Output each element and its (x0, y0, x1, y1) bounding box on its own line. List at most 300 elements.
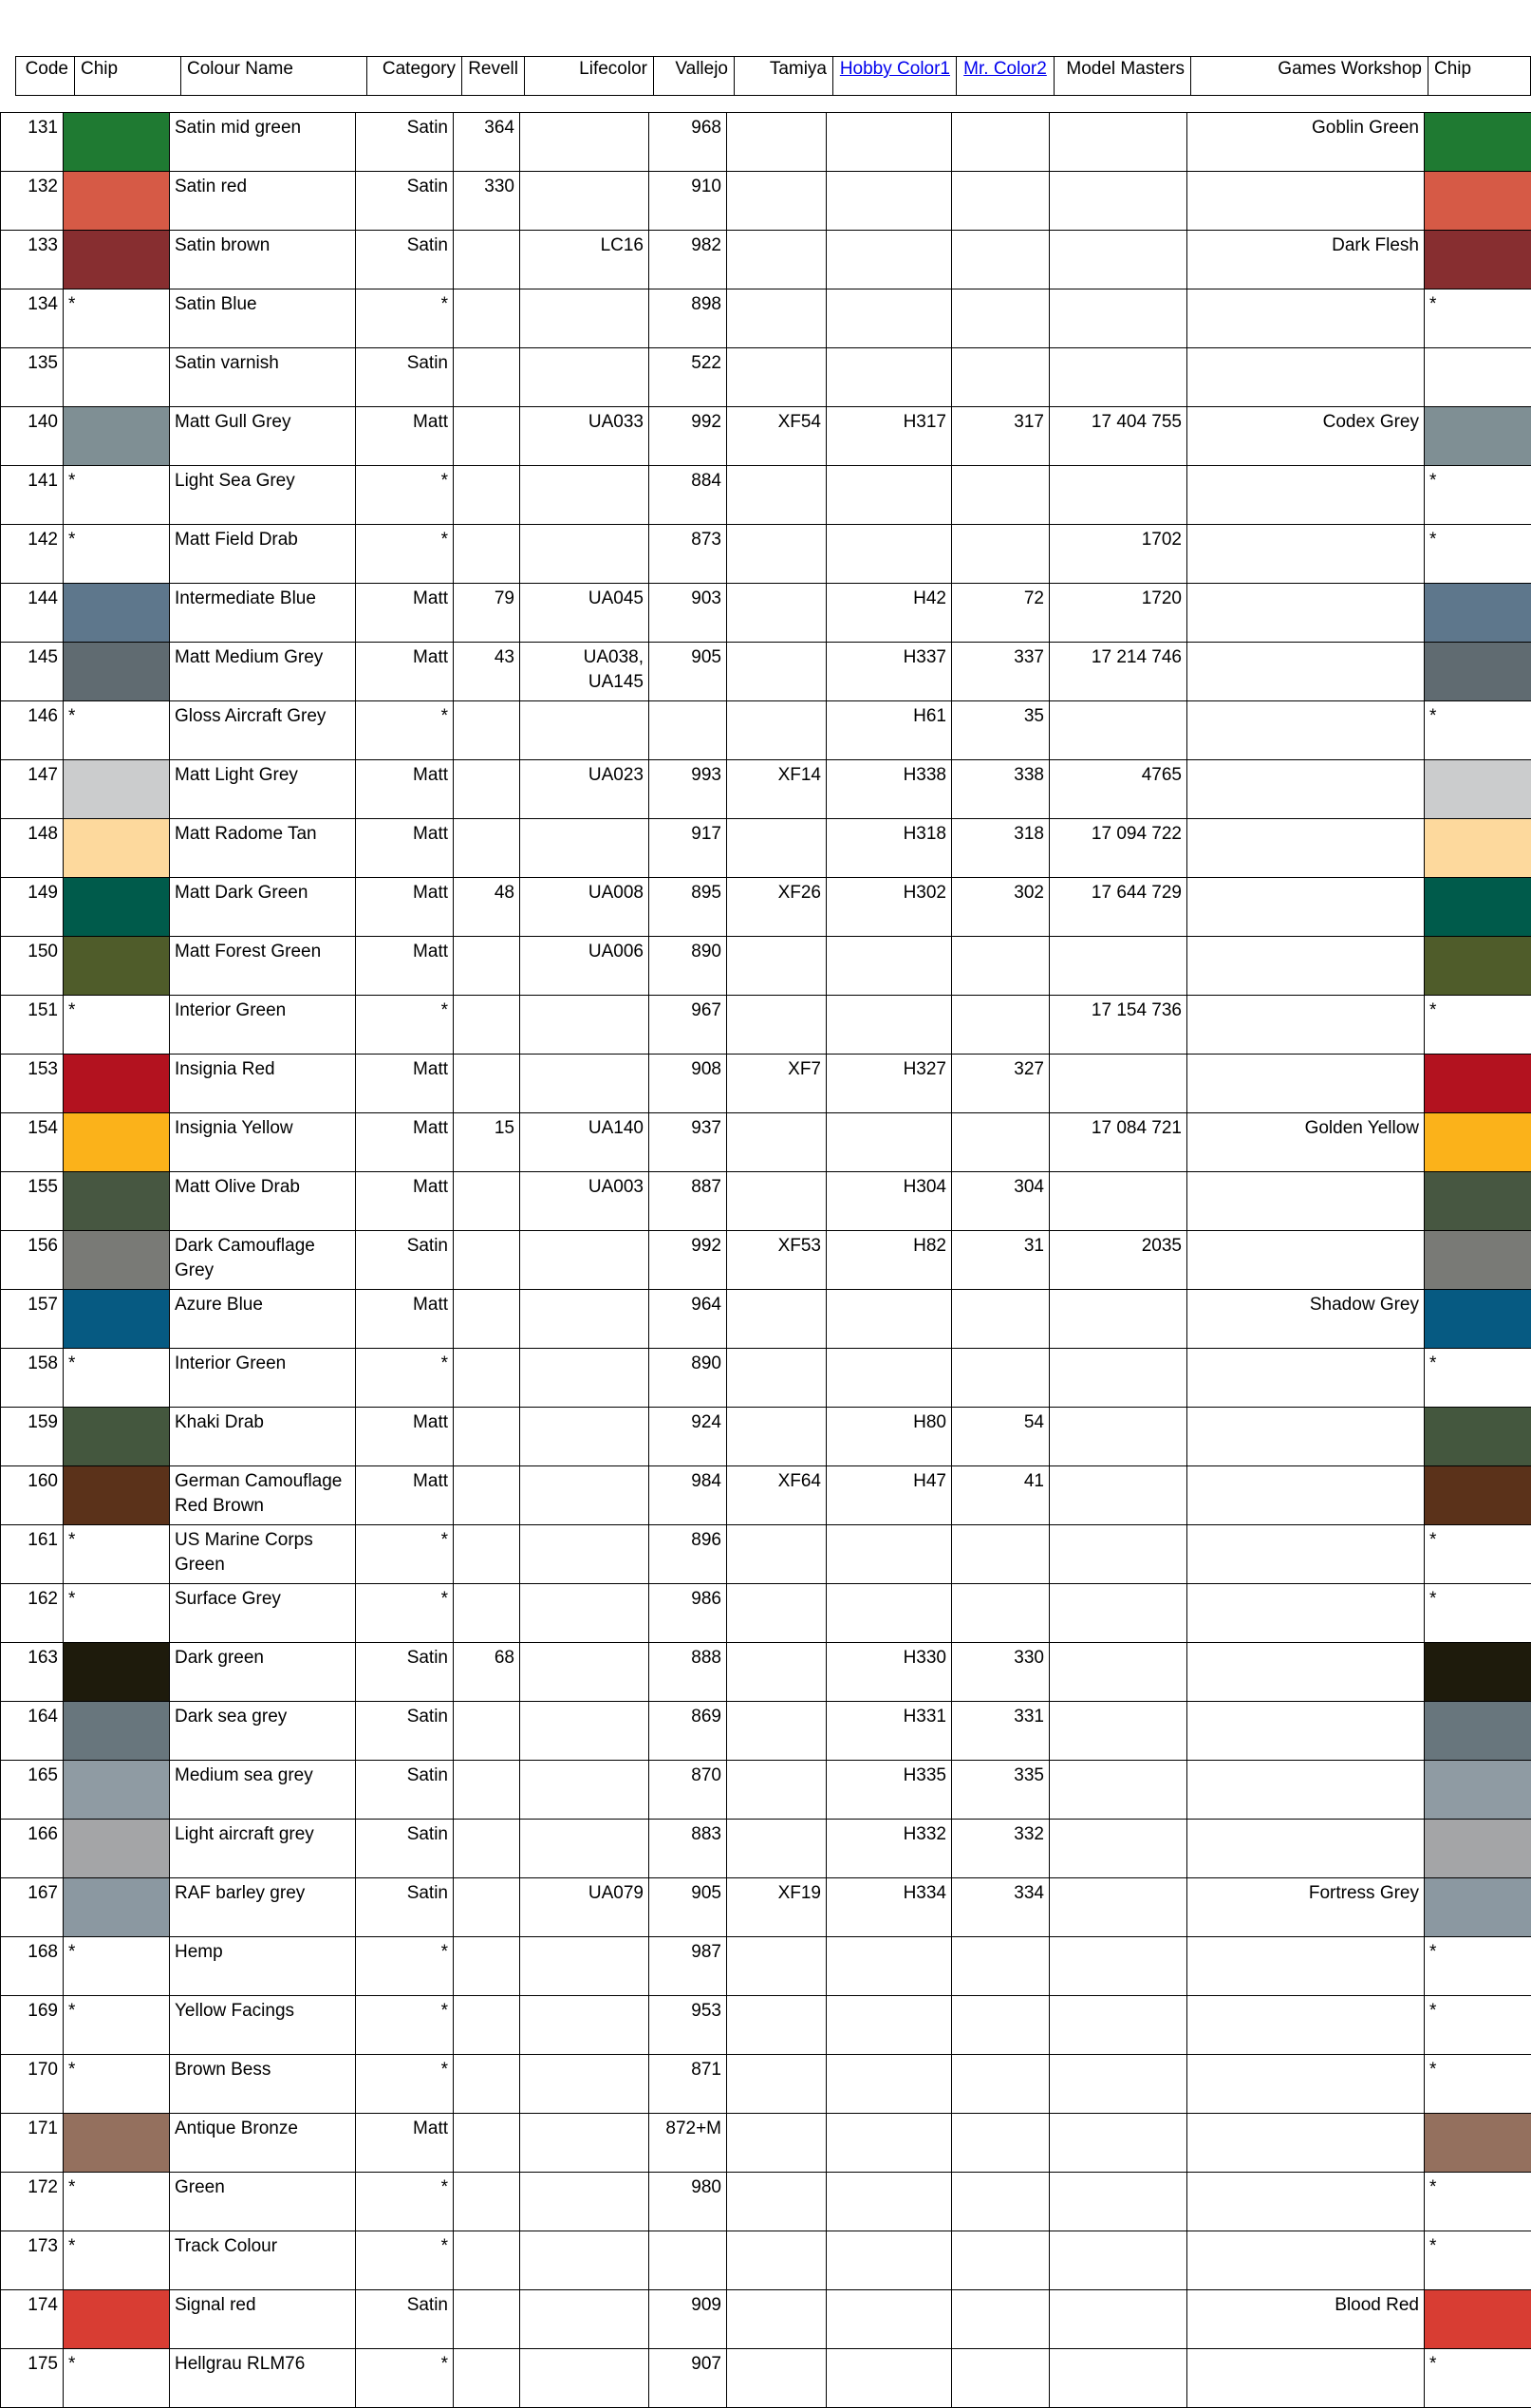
model-masters-cell (1050, 2231, 1187, 2290)
revell-cell (454, 1820, 520, 1878)
games-workshop-cell (1187, 878, 1425, 937)
colour-name-cell: Matt Light Grey (170, 760, 356, 819)
code-cell: 153 (1, 1055, 64, 1113)
header-chip-left: Chip (75, 57, 181, 96)
games-workshop-cell (1187, 1643, 1425, 1702)
chip-left (64, 1761, 170, 1820)
vallejo-cell: 917 (649, 819, 727, 878)
colour-name-cell: Yellow Facings (170, 1996, 356, 2055)
model-masters-cell (1050, 1820, 1187, 1878)
vallejo-cell: 873 (649, 525, 727, 584)
table-row (1, 2173, 1531, 2231)
games-workshop-cell (1187, 1172, 1425, 1231)
table-row (1, 1878, 1531, 1937)
code-cell: 147 (1, 760, 64, 819)
vallejo-cell: 870 (649, 1761, 727, 1820)
chip-right (1425, 1113, 1531, 1172)
lifecolor-cell (520, 1408, 649, 1466)
revell-cell (454, 701, 520, 760)
table-row (1, 1172, 1531, 1231)
hobby-color-cell (827, 466, 952, 525)
colour-name-cell: Green (170, 2173, 356, 2231)
table-row (1, 1584, 1531, 1643)
hobby-color-cell: H318 (827, 819, 952, 878)
model-masters-cell: 1720 (1050, 584, 1187, 643)
mr-color-cell: 334 (952, 1878, 1050, 1937)
lifecolor-cell: UA003 (520, 1172, 649, 1231)
model-masters-cell: 17 214 746 (1050, 643, 1187, 701)
tamiya-cell (727, 1525, 827, 1584)
model-masters-cell (1050, 466, 1187, 525)
chip-right (1425, 1878, 1531, 1937)
lifecolor-cell: UA006 (520, 937, 649, 996)
code-cell: 132 (1, 172, 64, 231)
games-workshop-cell (1187, 701, 1425, 760)
chip-left (64, 643, 170, 701)
chip-left (64, 1290, 170, 1349)
header-mr-color (957, 57, 1055, 96)
vallejo-cell: 909 (649, 2290, 727, 2349)
header-chip-right: Chip (1428, 57, 1531, 96)
chip-left: * (64, 701, 170, 760)
tamiya-cell (727, 466, 827, 525)
code-cell: 173 (1, 2231, 64, 2290)
code-cell: 166 (1, 1820, 64, 1878)
model-masters-cell (1050, 2173, 1187, 2231)
chip-right: * (1425, 2173, 1531, 2231)
chip-left: * (64, 1584, 170, 1643)
tamiya-cell: XF14 (727, 760, 827, 819)
table-row (1, 760, 1531, 819)
table-row (1, 1113, 1531, 1172)
mr-color-cell (952, 113, 1050, 172)
model-masters-cell (1050, 1172, 1187, 1231)
vallejo-cell: 887 (649, 1172, 727, 1231)
tamiya-cell (727, 1290, 827, 1349)
chip-left (64, 1055, 170, 1113)
tamiya-cell (727, 2114, 827, 2173)
lifecolor-cell (520, 348, 649, 407)
model-masters-cell (1050, 2055, 1187, 2114)
games-workshop-cell (1187, 584, 1425, 643)
revell-cell (454, 819, 520, 878)
colour-name-cell: Light Sea Grey (170, 466, 356, 525)
vallejo-cell: 871 (649, 2055, 727, 2114)
games-workshop-cell (1187, 937, 1425, 996)
category-cell: Satin (356, 348, 454, 407)
colour-name-cell: Track Colour (170, 2231, 356, 2290)
vallejo-cell: 992 (649, 407, 727, 466)
mr-color-cell (952, 348, 1050, 407)
model-masters-cell: 17 154 736 (1050, 996, 1187, 1055)
revell-cell (454, 1290, 520, 1349)
games-workshop-cell (1187, 2231, 1425, 2290)
category-cell: Matt (356, 878, 454, 937)
chip-right (1425, 2114, 1531, 2173)
colour-name-cell: Matt Field Drab (170, 525, 356, 584)
mr-color-cell (952, 172, 1050, 231)
table-row (1, 466, 1531, 525)
games-workshop-cell (1187, 525, 1425, 584)
chip-left (64, 2114, 170, 2173)
model-masters-cell (1050, 113, 1187, 172)
hobby-color-cell: H330 (827, 1643, 952, 1702)
model-masters-cell (1050, 937, 1187, 996)
mr-color-cell (952, 2290, 1050, 2349)
table-row (1, 701, 1531, 760)
games-workshop-cell: Blood Red (1187, 2290, 1425, 2349)
lifecolor-cell: UA023 (520, 760, 649, 819)
games-workshop-cell (1187, 348, 1425, 407)
mr-color-cell: 54 (952, 1408, 1050, 1466)
vallejo-cell: 993 (649, 760, 727, 819)
vallejo-cell: 984 (649, 1466, 727, 1525)
games-workshop-cell (1187, 1466, 1425, 1525)
lifecolor-cell (520, 2231, 649, 2290)
model-masters-cell (1050, 1643, 1187, 1702)
code-cell: 159 (1, 1408, 64, 1466)
vallejo-cell: 884 (649, 466, 727, 525)
category-cell: * (356, 2231, 454, 2290)
chip-right: * (1425, 1349, 1531, 1408)
paint-table (0, 112, 1531, 2408)
table-row (1, 1820, 1531, 1878)
model-masters-cell (1050, 1878, 1187, 1937)
mr-color-cell (952, 2349, 1050, 2408)
hobby-color-cell (827, 525, 952, 584)
tamiya-cell (727, 819, 827, 878)
chip-right (1425, 231, 1531, 289)
tamiya-cell (727, 231, 827, 289)
chip-right (1425, 819, 1531, 878)
revell-cell (454, 760, 520, 819)
tamiya-cell (727, 1937, 827, 1996)
lifecolor-cell (520, 2055, 649, 2114)
model-masters-cell (1050, 1349, 1187, 1408)
games-workshop-cell: Goblin Green (1187, 113, 1425, 172)
colour-name-cell: Dark sea grey (170, 1702, 356, 1761)
colour-name-cell: Matt Forest Green (170, 937, 356, 996)
colour-name-cell: Satin brown (170, 231, 356, 289)
hobby-color-cell (827, 113, 952, 172)
code-cell: 134 (1, 289, 64, 348)
mr-color-cell (952, 937, 1050, 996)
header-category: Category (367, 57, 462, 96)
chip-right (1425, 348, 1531, 407)
revell-cell (454, 2173, 520, 2231)
hobby-color-cell: H317 (827, 407, 952, 466)
chip-left: * (64, 2055, 170, 2114)
chip-right (1425, 760, 1531, 819)
tamiya-cell (727, 1761, 827, 1820)
revell-cell: 68 (454, 1643, 520, 1702)
model-masters-cell (1050, 1525, 1187, 1584)
vallejo-cell: 905 (649, 1878, 727, 1937)
table-row (1, 1525, 1531, 1584)
revell-cell (454, 1937, 520, 1996)
hobby-color-cell (827, 348, 952, 407)
colour-name-cell: Insignia Yellow (170, 1113, 356, 1172)
revell-cell (454, 1584, 520, 1643)
code-cell: 175 (1, 2349, 64, 2408)
lifecolor-cell (520, 2349, 649, 2408)
hobby-color-cell (827, 2055, 952, 2114)
chip-right: * (1425, 2055, 1531, 2114)
games-workshop-cell (1187, 1231, 1425, 1290)
chip-right (1425, 1761, 1531, 1820)
table-row (1, 996, 1531, 1055)
vallejo-cell: 890 (649, 1349, 727, 1408)
lifecolor-cell (520, 1937, 649, 1996)
colour-name-cell: Azure Blue (170, 1290, 356, 1349)
table-row (1, 584, 1531, 643)
model-masters-cell (1050, 289, 1187, 348)
hobby-color-cell: H327 (827, 1055, 952, 1113)
vallejo-cell: 522 (649, 348, 727, 407)
colour-name-cell: Interior Green (170, 996, 356, 1055)
code-cell: 149 (1, 878, 64, 937)
hobby-color-cell (827, 2173, 952, 2231)
code-cell: 161 (1, 1525, 64, 1584)
revell-cell (454, 1408, 520, 1466)
model-masters-cell (1050, 1937, 1187, 1996)
games-workshop-cell (1187, 1584, 1425, 1643)
table-row (1, 2055, 1531, 2114)
tamiya-cell (727, 2349, 827, 2408)
games-workshop-cell (1187, 289, 1425, 348)
tamiya-cell (727, 643, 827, 701)
tamiya-cell (727, 2055, 827, 2114)
chip-left (64, 1878, 170, 1937)
code-cell: 133 (1, 231, 64, 289)
revell-cell (454, 1702, 520, 1761)
lifecolor-cell (520, 1466, 649, 1525)
colour-name-cell: US Marine Corps Green (170, 1525, 356, 1584)
lifecolor-cell (520, 1643, 649, 1702)
hobby-color-cell (827, 1290, 952, 1349)
lifecolor-cell (520, 172, 649, 231)
mr-color-cell (952, 525, 1050, 584)
table-row (1, 878, 1531, 937)
header-vallejo: Vallejo (654, 57, 735, 96)
category-cell: * (356, 701, 454, 760)
tamiya-cell (727, 1820, 827, 1878)
chip-left: * (64, 2231, 170, 2290)
lifecolor-cell (520, 1761, 649, 1820)
games-workshop-cell: Shadow Grey (1187, 1290, 1425, 1349)
vallejo-cell: 905 (649, 643, 727, 701)
colour-name-cell: Hellgrau RLM76 (170, 2349, 356, 2408)
chip-left (64, 407, 170, 466)
table-row (1, 1643, 1531, 1702)
model-masters-cell (1050, 1466, 1187, 1525)
code-cell: 174 (1, 2290, 64, 2349)
tamiya-cell: XF64 (727, 1466, 827, 1525)
mr-color-cell: 31 (952, 1231, 1050, 1290)
code-cell: 131 (1, 113, 64, 172)
chip-right (1425, 937, 1531, 996)
model-masters-cell: 17 404 755 (1050, 407, 1187, 466)
mr-color-cell: 35 (952, 701, 1050, 760)
chip-left: * (64, 2173, 170, 2231)
mr-color-cell (952, 1290, 1050, 1349)
mr-color-cell (952, 996, 1050, 1055)
colour-name-cell: Light aircraft grey (170, 1820, 356, 1878)
table-row (1, 1761, 1531, 1820)
revell-cell (454, 1172, 520, 1231)
revell-cell (454, 937, 520, 996)
model-masters-cell (1050, 1761, 1187, 1820)
category-cell: Satin (356, 1231, 454, 1290)
category-cell: * (356, 466, 454, 525)
revell-cell (454, 466, 520, 525)
header-tamiya: Tamiya (735, 57, 833, 96)
revell-cell (454, 289, 520, 348)
category-cell: Matt (356, 760, 454, 819)
tamiya-cell (727, 2231, 827, 2290)
games-workshop-cell (1187, 1055, 1425, 1113)
hobby-color-cell: H338 (827, 760, 952, 819)
lifecolor-cell (520, 2114, 649, 2173)
colour-name-cell: Satin mid green (170, 113, 356, 172)
table-row (1, 1349, 1531, 1408)
hobby-color-cell: H335 (827, 1761, 952, 1820)
vallejo-cell: 992 (649, 1231, 727, 1290)
games-workshop-cell (1187, 2349, 1425, 2408)
colour-name-cell: Interior Green (170, 1349, 356, 1408)
revell-cell: 48 (454, 878, 520, 937)
chip-right: * (1425, 996, 1531, 1055)
model-masters-cell: 1702 (1050, 525, 1187, 584)
category-cell: * (356, 1525, 454, 1584)
games-workshop-cell (1187, 1937, 1425, 1996)
lifecolor-cell (520, 466, 649, 525)
category-cell: Satin (356, 231, 454, 289)
category-cell: Matt (356, 1408, 454, 1466)
category-cell: * (356, 996, 454, 1055)
chip-left: * (64, 996, 170, 1055)
revell-cell (454, 2231, 520, 2290)
lifecolor-cell: UA038, UA145 (520, 643, 649, 701)
games-workshop-cell (1187, 996, 1425, 1055)
chip-left (64, 231, 170, 289)
lifecolor-cell (520, 1525, 649, 1584)
model-masters-cell: 2035 (1050, 1231, 1187, 1290)
vallejo-cell: 890 (649, 937, 727, 996)
chip-right (1425, 878, 1531, 937)
chip-left: * (64, 1937, 170, 1996)
chip-left: * (64, 1525, 170, 1584)
hobby-color-link[interactable]: Hobby Color1 (840, 59, 950, 79)
model-masters-cell (1050, 2114, 1187, 2173)
vallejo-cell: 872+M (649, 2114, 727, 2173)
model-masters-cell (1050, 1996, 1187, 2055)
hobby-color-cell (827, 2114, 952, 2173)
mr-color-cell: 302 (952, 878, 1050, 937)
revell-cell (454, 1349, 520, 1408)
header-code: Code (16, 57, 75, 96)
revell-cell: 330 (454, 172, 520, 231)
chip-right (1425, 407, 1531, 466)
model-masters-cell (1050, 2290, 1187, 2349)
hobby-color-cell: H337 (827, 643, 952, 701)
hobby-color-cell: H42 (827, 584, 952, 643)
colour-name-cell: RAF barley grey (170, 1878, 356, 1937)
vallejo-cell (649, 2231, 727, 2290)
category-cell: * (356, 2055, 454, 2114)
category-cell: * (356, 2173, 454, 2231)
hobby-color-cell: H82 (827, 1231, 952, 1290)
model-masters-cell: 17 084 721 (1050, 1113, 1187, 1172)
mr-color-cell: 338 (952, 760, 1050, 819)
category-cell: * (356, 525, 454, 584)
table-row (1, 1408, 1531, 1466)
mr-color-link[interactable]: Mr. Color2 (963, 59, 1047, 79)
mr-color-cell: 337 (952, 643, 1050, 701)
code-cell: 155 (1, 1172, 64, 1231)
category-cell: * (356, 1996, 454, 2055)
header-row (16, 57, 1531, 96)
hobby-color-cell: H47 (827, 1466, 952, 1525)
table-row (1, 1231, 1531, 1290)
colour-name-cell: Medium sea grey (170, 1761, 356, 1820)
chip-left (64, 760, 170, 819)
code-cell: 162 (1, 1584, 64, 1643)
category-cell: * (356, 289, 454, 348)
header-lifecolor: Lifecolor (525, 57, 654, 96)
mr-color-cell (952, 1937, 1050, 1996)
chip-right (1425, 1231, 1531, 1290)
tamiya-cell (727, 996, 827, 1055)
mr-color-cell (952, 289, 1050, 348)
vallejo-cell: 898 (649, 289, 727, 348)
colour-name-cell: Dark green (170, 1643, 356, 1702)
hobby-color-cell (827, 172, 952, 231)
table-row (1, 2349, 1531, 2408)
model-masters-cell (1050, 348, 1187, 407)
vallejo-cell: 924 (649, 1408, 727, 1466)
category-cell: Matt (356, 1290, 454, 1349)
revell-cell (454, 1466, 520, 1525)
revell-cell (454, 1231, 520, 1290)
games-workshop-cell (1187, 1702, 1425, 1761)
hobby-color-cell: H334 (827, 1878, 952, 1937)
tamiya-cell (727, 701, 827, 760)
mr-color-cell (952, 2114, 1050, 2173)
mr-color-cell (952, 1996, 1050, 2055)
revell-cell: 79 (454, 584, 520, 643)
code-cell: 154 (1, 1113, 64, 1172)
header-colour-name: Colour Name (181, 57, 367, 96)
category-cell: * (356, 1584, 454, 1643)
revell-cell (454, 2055, 520, 2114)
chip-right (1425, 584, 1531, 643)
table-row (1, 172, 1531, 231)
category-cell: Satin (356, 2290, 454, 2349)
colour-name-cell: Satin varnish (170, 348, 356, 407)
mr-color-cell: 317 (952, 407, 1050, 466)
games-workshop-cell (1187, 1996, 1425, 2055)
chip-left (64, 172, 170, 231)
lifecolor-cell (520, 819, 649, 878)
chip-left: * (64, 466, 170, 525)
table-row (1, 819, 1531, 878)
table-row (1, 937, 1531, 996)
table-row (1, 1466, 1531, 1525)
lifecolor-cell (520, 289, 649, 348)
chip-right (1425, 1820, 1531, 1878)
code-cell: 169 (1, 1996, 64, 2055)
